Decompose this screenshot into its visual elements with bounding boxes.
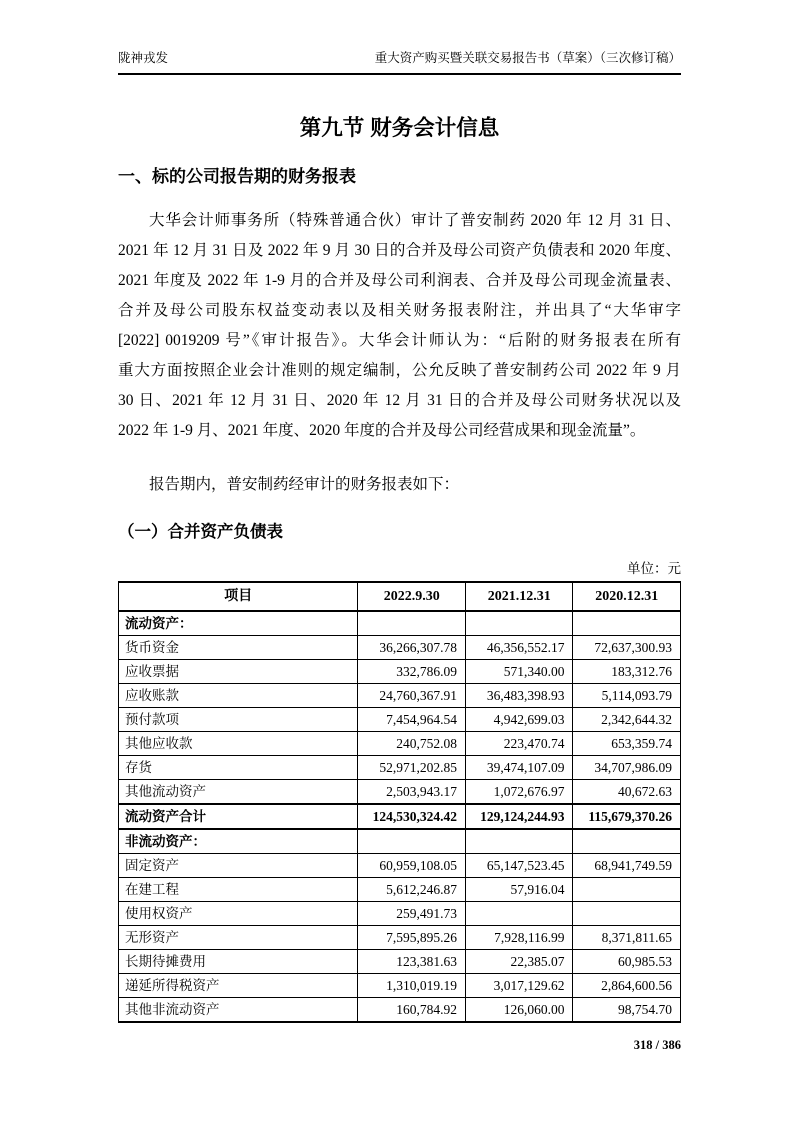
row-value: 52,971,202.85 (358, 756, 466, 780)
table-row (119, 829, 681, 854)
table-row (119, 732, 681, 756)
table-row (119, 974, 681, 998)
row-label: 非流动资产： (119, 829, 358, 854)
row-value: 24,760,367.91 (358, 684, 466, 708)
row-value: 5,612,246.87 (358, 878, 466, 902)
paragraph-line: 2021 年 12 月 31 日及 2022 年 9 月 30 日的合并及母公司资产负债表和 2020 年度、 (118, 242, 681, 259)
table-row (119, 611, 681, 636)
row-value: 7,454,964.54 (358, 708, 466, 732)
row-label: 应收票据 (119, 660, 358, 684)
subsection-heading: （一）合并资产负债表 (118, 523, 283, 541)
page-header-doc-title: 重大资产购买暨关联交易报告书（草案）（三次修订稿） (374, 51, 681, 65)
row-value: 653,359.74 (573, 732, 681, 756)
row-value (465, 611, 573, 636)
table-header-row (119, 582, 681, 611)
row-value: 2,342,644.32 (573, 708, 681, 732)
paragraph-audit-summary (118, 206, 681, 446)
row-label: 其他应收款 (119, 732, 358, 756)
row-value (465, 829, 573, 854)
row-value: 332,786.09 (358, 660, 466, 684)
row-value: 60,959,108.05 (358, 854, 466, 878)
row-label: 使用权资产 (119, 902, 358, 926)
row-value (573, 611, 681, 636)
row-value: 7,928,116.99 (465, 926, 573, 950)
row-value: 65,147,523.45 (465, 854, 573, 878)
row-value: 3,017,129.62 (465, 974, 573, 998)
row-value: 124,530,324.42 (358, 804, 466, 829)
row-value (573, 829, 681, 854)
row-value: 60,985.53 (573, 950, 681, 974)
table-row (119, 660, 681, 684)
table-row (119, 998, 681, 1023)
row-label: 无形资产 (119, 926, 358, 950)
row-value: 68,941,749.59 (573, 854, 681, 878)
row-label: 预付款项 (119, 708, 358, 732)
row-value: 129,124,244.93 (465, 804, 573, 829)
paragraph-line: 2022 年 1-9 月、2021 年度、2020 年度的合并及母公司经营成果和现金流量”。 (118, 422, 646, 439)
row-value: 7,595,895.26 (358, 926, 466, 950)
row-value: 98,754.70 (573, 998, 681, 1023)
row-label: 货币资金 (119, 636, 358, 660)
row-value: 240,752.08 (358, 732, 466, 756)
unit-label: 单位：元 (627, 561, 681, 576)
row-value: 2,864,600.56 (573, 974, 681, 998)
row-label: 其他流动资产 (119, 780, 358, 805)
row-label: 流动资产： (119, 611, 358, 636)
row-value: 571,340.00 (465, 660, 573, 684)
row-value: 22,385.07 (465, 950, 573, 974)
table-row (119, 684, 681, 708)
row-value: 34,707,986.09 (573, 756, 681, 780)
chapter-title: 第九节 财务会计信息 (299, 116, 500, 140)
row-label: 流动资产合计 (119, 804, 358, 829)
table-row (119, 756, 681, 780)
column-header-0: 项目 (119, 582, 358, 611)
paragraph-report-intro: 报告期内，普安制药经审计的财务报表如下： (149, 476, 460, 493)
row-value: 115,679,370.26 (573, 804, 681, 829)
table-row (119, 902, 681, 926)
page-header (118, 0, 681, 75)
row-label: 固定资产 (119, 854, 358, 878)
row-value (573, 878, 681, 902)
page-header-company: 陇神戎发 (118, 51, 169, 65)
paragraph-line: 30 日、2021 年 12 月 31 日、2020 年 12 月 31 日的合并及母公司财务状况以及 (118, 392, 681, 409)
row-value: 2,503,943.17 (358, 780, 466, 805)
row-value: 72,637,300.93 (573, 636, 681, 660)
paragraph-line: 合并及母公司股东权益变动表以及相关财务报表附注，并出具了“大华审字 (118, 302, 681, 319)
paragraph-line: 2021 年度及 2022 年 1-9 月的合并及母公司利润表、合并及母公司现金流量表、 (118, 272, 681, 289)
row-value (358, 829, 466, 854)
row-value: 40,672.63 (573, 780, 681, 805)
balance-sheet-table (118, 581, 681, 1023)
table-row (119, 926, 681, 950)
row-value: 123,381.63 (358, 950, 466, 974)
column-header-3: 2020.12.31 (573, 582, 681, 611)
row-label: 长期待摊费用 (119, 950, 358, 974)
row-value: 39,474,107.09 (465, 756, 573, 780)
row-label: 递延所得税资产 (119, 974, 358, 998)
table-row (119, 780, 681, 805)
column-header-1: 2022.9.30 (358, 582, 466, 611)
paragraph-line: 重大方面按照企业会计准则的规定编制，公允反映了普安制药公司 2022 年 9 月 (118, 362, 681, 379)
table-row (119, 708, 681, 732)
row-label: 应收账款 (119, 684, 358, 708)
row-label: 在建工程 (119, 878, 358, 902)
row-value (465, 902, 573, 926)
table-row (119, 950, 681, 974)
row-value: 36,266,307.78 (358, 636, 466, 660)
column-header-2: 2021.12.31 (465, 582, 573, 611)
row-value: 160,784.92 (358, 998, 466, 1023)
row-value: 8,371,811.65 (573, 926, 681, 950)
row-label: 其他非流动资产 (119, 998, 358, 1023)
table-row (119, 878, 681, 902)
row-value: 46,356,552.17 (465, 636, 573, 660)
row-value: 36,483,398.93 (465, 684, 573, 708)
paragraph-line: [2022] 0019209 号”《审计报告》。大华会计师认为：“后附的财务报表在所有 (118, 332, 681, 349)
row-value: 4,942,699.03 (465, 708, 573, 732)
paragraph-line: 大华会计师事务所（特殊普通合伙）审计了普安制药 2020 年 12 月 31 日、 (149, 212, 681, 229)
table-row (119, 804, 681, 829)
row-value (573, 902, 681, 926)
page-number: 318 / 386 (633, 1038, 681, 1052)
row-value: 1,072,676.97 (465, 780, 573, 805)
row-label: 存货 (119, 756, 358, 780)
table-row (119, 636, 681, 660)
row-value (358, 611, 466, 636)
row-value: 57,916.04 (465, 878, 573, 902)
row-value: 223,470.74 (465, 732, 573, 756)
table-row (119, 854, 681, 878)
row-value: 5,114,093.79 (573, 684, 681, 708)
row-value: 126,060.00 (465, 998, 573, 1023)
row-value: 1,310,019.19 (358, 974, 466, 998)
row-value: 183,312.76 (573, 660, 681, 684)
section-heading: 一、标的公司报告期的财务报表 (118, 167, 356, 186)
row-value: 259,491.73 (358, 902, 466, 926)
